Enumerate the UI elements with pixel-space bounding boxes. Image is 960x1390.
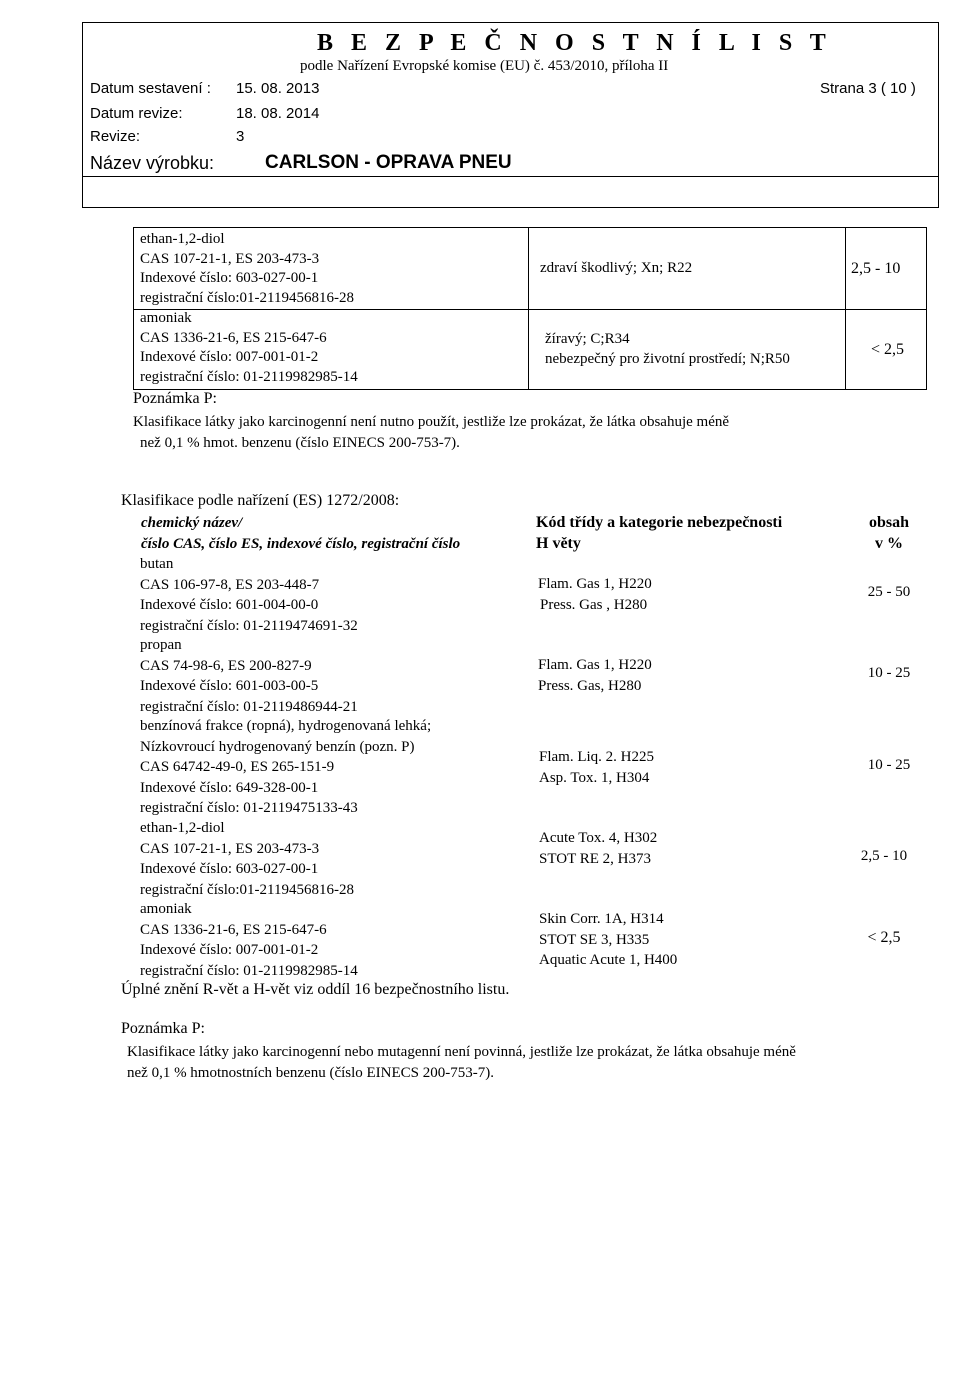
substance-line: Indexové číslo: 007-001-01-2 <box>140 942 319 958</box>
product-name: CARLSON - OPRAVA PNEU <box>265 152 512 173</box>
date-revision-label: Datum revize: <box>90 105 183 122</box>
revision-value: 3 <box>236 128 245 145</box>
substance-line: CAS 1336-21-6, ES 215-647-6 <box>140 921 327 938</box>
hazard-line: Press. Gas , H280 <box>540 596 648 613</box>
hazard-classification <box>538 574 652 615</box>
date-revision-value: 18. 08. 2014 <box>236 105 320 122</box>
note-line: Klasifikace látky jako karcinogenní nebo mutagenní není povinná, jestliže lze prokázat, že látka obsahuje méně <box>127 1044 796 1060</box>
substance-line: CAS 107-21-1, ES 203-473-3 <box>140 840 320 857</box>
note-text <box>133 412 729 453</box>
header-border-top <box>82 22 939 23</box>
footnote: Úplné znění R-vět a H-vět viz oddíl 16 bezpečnostního listu. <box>121 981 510 998</box>
note-line: než 0,1 % hmotnostních benzenu (číslo EINECS 200-753-7). <box>127 1064 495 1081</box>
hazard-line: Skin Corr. 1A, H314 <box>539 911 664 927</box>
substance-line: registrační číslo: 01-2119474691-32 <box>140 617 358 634</box>
page-number: Strana 3 ( 10 ) <box>820 80 916 97</box>
content-percent: < 2,5 <box>871 341 905 358</box>
column-header-name <box>141 513 460 554</box>
substance-line: ethan-1,2-diol <box>140 820 225 836</box>
substance-line: CAS 107-21-1, ES 203-473-3 <box>140 250 320 267</box>
hazard-line: Aquatic Acute 1, H400 <box>539 952 678 968</box>
header-line: číslo CAS, číslo ES, indexové číslo, registrační číslo <box>141 535 461 552</box>
substance-identification <box>140 899 358 981</box>
header-divider <box>82 176 939 177</box>
hazard-line: STOT SE 3, H335 <box>539 931 650 948</box>
date-created-value: 15. 08. 2013 <box>236 80 320 97</box>
content-percent: 25 - 50 <box>867 584 911 600</box>
substance-line: registrační číslo: 01-2119486944-21 <box>140 698 358 715</box>
content-percent: 2,5 - 10 <box>860 848 908 864</box>
document-subtitle: podle Nařízení Evropské komise (EU) č. 453/2010, příloha II <box>300 58 669 74</box>
classification-text <box>545 330 790 369</box>
content-percent: 2,5 - 10 <box>851 260 901 277</box>
hazard-classification <box>539 828 657 869</box>
document-title: B E Z P E Č N O S T N Í L I S T <box>317 30 832 56</box>
table-border-top <box>133 227 927 228</box>
hazard-line: Press. Gas, H280 <box>538 677 642 694</box>
table-border-bottom <box>133 389 927 390</box>
section-title: Klasifikace podle nařízení (ES) 1272/2008: <box>121 492 400 509</box>
substance-line: benzínová frakce (ropná), hydrogenovaná lehká; <box>140 718 432 734</box>
substance-line: registrační číslo: 01-2119982985-14 <box>140 962 358 979</box>
substance-identification <box>140 635 358 717</box>
column-header-classification <box>536 513 782 554</box>
substance-line: Indexové číslo: 601-004-00-0 <box>140 597 319 613</box>
substance-line: registrační číslo:01-2119456816-28 <box>140 289 354 306</box>
substance-identification <box>140 818 354 900</box>
substance-line: butan <box>140 556 174 572</box>
column-header-content <box>856 513 922 554</box>
header-line: H věty <box>536 534 581 552</box>
substance-line: Nízkovroucí hydrogenovaný benzín (pozn. P) <box>140 738 415 755</box>
substance-line: Indexové číslo: 649-328-00-1 <box>140 779 319 796</box>
substance-line: CAS 1336-21-6, ES 215-647-6 <box>140 329 327 346</box>
date-created-label: Datum sestavení : <box>90 80 211 97</box>
hazard-line: Asp. Tox. 1, H304 <box>539 769 650 786</box>
product-label: Název výrobku: <box>90 153 215 173</box>
note-line: Klasifikace látky jako karcinogenní není nutno použít, jestliže lze prokázat, že látka obsahuje méně <box>133 414 730 430</box>
header-line: obsah <box>868 514 910 531</box>
hazard-line: Flam. Gas 1, H220 <box>538 657 652 673</box>
header-border-left <box>82 22 83 208</box>
substance-line: CAS 74-98-6, ES 200-827-9 <box>140 657 312 674</box>
substance-identification <box>140 230 354 308</box>
note-title: Poznámka P: <box>133 390 217 407</box>
substance-line: amoniak <box>140 901 192 917</box>
substance-line: amoniak <box>140 310 192 326</box>
content-percent: < 2,5 <box>867 929 901 946</box>
substance-line: Indexové číslo: 603-027-00-1 <box>140 270 319 287</box>
substance-line: registrační číslo: 01-2119475133-43 <box>140 800 358 816</box>
hazard-line: STOT RE 2, H373 <box>539 850 651 867</box>
header-line: chemický název/ <box>141 515 243 531</box>
hazard-classification <box>539 909 677 971</box>
note-line: než 0,1 % hmot. benzenu (číslo EINECS 200-753-7). <box>140 434 460 451</box>
substance-line: Indexové číslo: 603-027-00-1 <box>140 861 319 877</box>
classification-line: žíravý; C;R34 <box>545 331 630 347</box>
header-border-bottom <box>82 207 939 208</box>
substance-line: Indexové číslo: 007-001-01-2 <box>140 349 319 366</box>
substance-line: registrační číslo: 01-2119982985-14 <box>140 368 358 385</box>
hazard-line: Flam. Gas 1, H220 <box>538 576 652 592</box>
note-title: Poznámka P: <box>121 1020 205 1037</box>
substance-line: Indexové číslo: 601-003-00-5 <box>140 678 319 694</box>
classification-text: zdraví škodlivý; Xn; R22 <box>540 260 693 276</box>
classification-line: nebezpečný pro životní prostředí; N;R50 <box>545 350 790 367</box>
hazard-line: Acute Tox. 4, H302 <box>539 830 658 846</box>
revision-label: Revize: <box>90 128 141 145</box>
substance-line: registrační číslo:01-2119456816-28 <box>140 881 354 898</box>
content-percent: 10 - 25 <box>867 757 911 773</box>
substance-line: CAS 64742-49-0, ES 265-151-9 <box>140 759 335 775</box>
header-line: Kód třídy a kategorie nebezpečnosti <box>536 514 783 531</box>
header-line: v % <box>875 534 903 552</box>
hazard-classification <box>538 655 652 696</box>
content-percent: 10 - 25 <box>867 665 911 681</box>
header-border-right <box>938 22 939 208</box>
substance-identification <box>140 554 358 636</box>
substance-line: propan <box>140 637 182 653</box>
substance-line: CAS 106-97-8, ES 203-448-7 <box>140 576 320 593</box>
hazard-line: Flam. Liq. 2. H225 <box>539 749 654 765</box>
hazard-classification <box>539 747 654 788</box>
substance-identification <box>140 309 358 387</box>
substance-identification <box>140 716 431 819</box>
note-text <box>127 1042 796 1083</box>
substance-line: ethan-1,2-diol <box>140 231 225 247</box>
